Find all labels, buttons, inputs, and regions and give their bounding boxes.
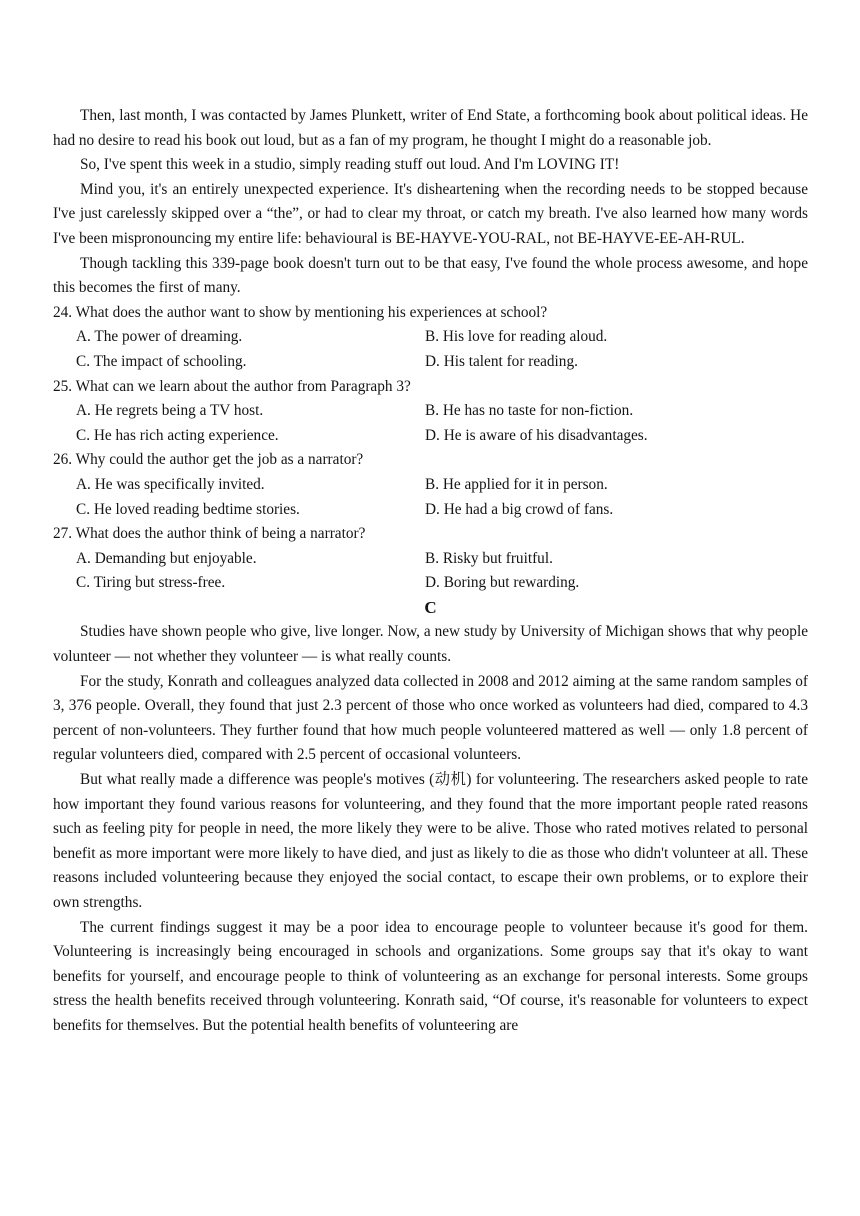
option-a: A. Demanding but enjoyable.	[76, 549, 257, 567]
option-c: C. He loved reading bedtime stories.	[76, 500, 300, 518]
passage-paragraph: But what really made a difference was people's motives (动机) for volunteering. The researchers asked people to rate how important they found various reasons for volunteering, and they found that the more important people rated reasons such as feeling pity for people in need, the more likely they were to be alive. Those who rated motives related to personal benefit as more important were more likely to have died, and just as likely to die as those who didn't volunteer at all. These reasons included volunteering because they enjoyed the social contact, to escape their own problems, or to explore their own strengths.	[53, 771, 808, 911]
passage-c	[53, 620, 808, 1038]
question-stem: 26. Why could the author get the job as a narrator?	[53, 451, 364, 469]
option-d: D. He is aware of his disadvantages.	[425, 426, 648, 444]
option-b: B. His love for reading aloud.	[425, 328, 608, 346]
passage-paragraph: Studies have shown people who give, live longer. Now, a new study by University of Michigan shows that why people volunteer — not whether they volunteer — is what really counts.	[53, 623, 808, 666]
passage-paragraph: Then, last month, I was contacted by James Plunkett, writer of End State, a forthcoming book about political ideas. He had no desire to read his book out loud, but as a fan of my program, he thought I might do a reasonable job.	[53, 107, 808, 149]
option-b: B. Risky but fruitful.	[425, 549, 553, 567]
option-row	[53, 498, 808, 523]
option-row	[53, 399, 808, 424]
passage-paragraph: Though tackling this 339-page book doesn't turn out to be that easy, I've found the whole process awesome, and hope this becomes the first of many.	[53, 254, 808, 297]
question-25	[53, 375, 808, 449]
passage-paragraph: Mind you, it's an entirely unexpected experience. It's disheartening when the recording needs to be stopped because I've just carelessly skipped over a “the”, or had to clear my throat, or catch my breath. I've also learned how many words I've been mispronouncing my entire life: behavioural is BE-HAYVE-YOU-RAL, not BE-HAYVE-EE-AH-RUL.	[53, 180, 808, 247]
option-c: C. Tiring but stress-free.	[76, 574, 226, 592]
option-row	[53, 350, 808, 375]
option-a: A. He was specifically invited.	[76, 475, 265, 493]
question-27	[53, 522, 808, 596]
question-24	[53, 301, 808, 375]
option-row	[53, 424, 808, 449]
option-d: D. Boring but rewarding.	[425, 574, 580, 592]
exam-page	[53, 104, 808, 1039]
passage-paragraph: So, I've spent this week in a studio, simply reading stuff out loud. And I'm LOVING IT!	[80, 156, 620, 174]
option-row	[53, 325, 808, 350]
option-row	[53, 473, 808, 498]
passage-paragraph: For the study, Konrath and colleagues analyzed data collected in 2008 and 2012 aiming at the same random samples of 3, 376 people. Overall, they found that just 2.3 percent of those who once worked as volunteers had died, compared to 4.3 percent of non-volunteers. They further found that how much people volunteered mattered as well — only 1.8 percent of regular volunteers died, compared with 2.5 percent of occasional volunteers.	[53, 672, 808, 764]
option-a: A. He regrets being a TV host.	[76, 402, 264, 420]
option-row	[53, 547, 808, 572]
option-d: D. He had a big crowd of fans.	[425, 500, 614, 518]
passage-b	[53, 104, 808, 301]
section-heading: C	[424, 597, 437, 617]
question-stem: 27. What does the author think of being a narrator?	[53, 525, 366, 543]
passage-paragraph: The current findings suggest it may be a poor idea to encourage people to volunteer because it's good for them. Volunteering is increasingly being encouraged in schools and organizations. Some groups say that it's okay to want benefits for yourself, and encourage people to think of volunteering as an exchange for personal interests. Some groups stress the health benefits received through volunteering. Konrath said, “Of course, it's reasonable for volunteers to expect benefits for themselves. But the potential health benefits of volunteering are	[53, 918, 808, 1034]
option-c: C. He has rich acting experience.	[76, 426, 279, 444]
option-a: A. The power of dreaming.	[76, 328, 243, 346]
question-26	[53, 448, 808, 522]
question-stem: 24. What does the author want to show by mentioning his experiences at school?	[53, 303, 548, 321]
question-stem: 25. What can we learn about the author from Paragraph 3?	[53, 377, 411, 395]
option-c: C. The impact of schooling.	[76, 352, 247, 370]
option-d: D. His talent for reading.	[425, 352, 578, 370]
option-b: B. He has no taste for non-fiction.	[425, 402, 634, 420]
option-b: B. He applied for it in person.	[425, 475, 608, 493]
option-row	[53, 571, 808, 596]
